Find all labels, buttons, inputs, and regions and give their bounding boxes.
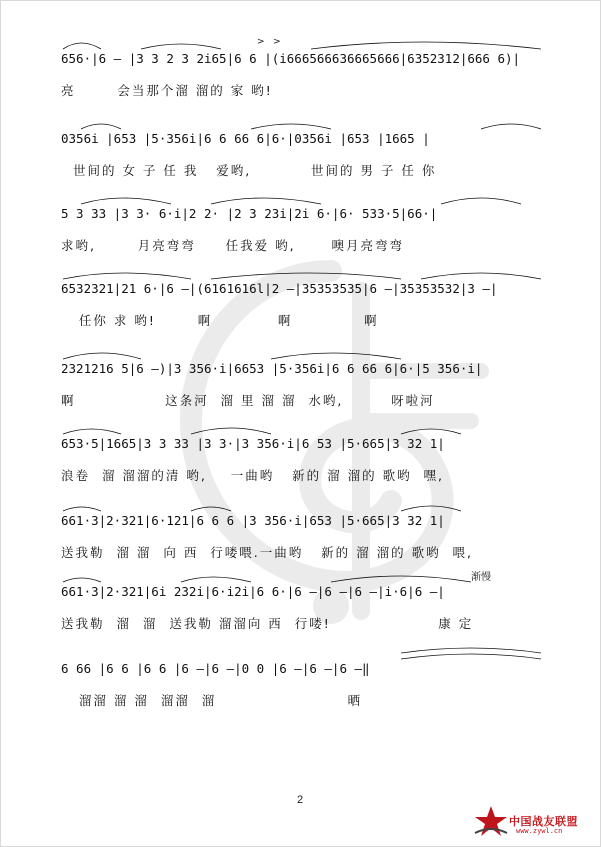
slur-marks [61, 192, 551, 206]
lyrics-line: 亮 会当那个溜 溜的 家 哟! [61, 83, 273, 98]
logo-url: www.zywl.cn [516, 827, 563, 835]
lyrics-line: 送我勒 溜 溜 向 西 行喽喂.一曲哟 新的 溜 溜的 歌哟 喂, [61, 545, 474, 560]
jianpu-notes: 656·|6 – |3 3 2 3 2i65|6 6 |(i666566636665666|6352312|666 6)| [61, 51, 521, 66]
jianpu-notes: 6532321|21 6·|6 –|(6161616l|2 –|35353535|6 –|35353532|3 –| [61, 281, 498, 296]
jianpu-notes: 661·3|2·321|6i 232i|6·i2i|6 6·|6 –|6 –|6 –|i·6|6 –| [61, 584, 445, 599]
lyrics-line: 世间的 女 子 任 我 爱哟, 世间的 男 子 任 你 [61, 163, 437, 178]
slur-marks [61, 422, 551, 436]
tempo-marking: 渐慢 [471, 572, 491, 583]
slur-marks [61, 647, 551, 661]
lyrics-line: 求哟, 月亮弯弯 任我爱 哟, 噢月亮弯弯 [61, 238, 404, 253]
slur-marks [61, 37, 551, 51]
slur-marks [61, 117, 551, 131]
slur-marks [61, 347, 551, 361]
lyrics-line: 溜溜 溜 溜 溜溜 溜 晒 [61, 693, 363, 708]
slur-marks [61, 499, 551, 513]
logo-name: 中国战友联盟 [509, 815, 578, 828]
slur-marks [61, 267, 551, 281]
jianpu-notes: 0356i |653 |5·356i|6 6 66 6|6·|0356i |653 |1665 | [61, 131, 430, 146]
jianpu-notes: 5 3 33 |3 3· 6·i|2 2· |2 3 23i|2i 6·|6· 533·5|66·| [61, 206, 438, 221]
site-logo [471, 801, 596, 841]
slur-marks [61, 570, 551, 584]
lyrics-line: 任你 求 哟! 啊 啊 啊 [61, 313, 379, 328]
jianpu-notes: 653·5|1665|3 3 33 |3 3·|3 356·i|6 53 |5·665|3 32 1| [61, 436, 445, 451]
lyrics-line: 送我勒 溜 溜 送我勒 溜溜向 西 行喽! 康 定 [61, 616, 474, 631]
page-number: 2 [297, 794, 304, 806]
lyrics-line: 啊 这条河 溜 里 溜 溜 水哟, 呀啦河 [61, 393, 435, 408]
red-star-logo-icon [473, 803, 509, 839]
jianpu-notes: 6 66 |6 6 |6 6 |6 –|6 –|0 0 |6 –|6 –|6 –‖ [61, 661, 370, 676]
lyrics-line: 浪卷 溜 溜溜的清 哟, 一曲哟 新的 溜 溜的 歌哟 嘿, [61, 468, 445, 483]
jianpu-notes: 661·3|2·321|6·121|6 6 6 |3 356·i|653 |5·665|3 32 1| [61, 513, 445, 528]
accent-mark-icon: > > [257, 37, 281, 47]
jianpu-notes: 2321216 5|6 –)|3 356·i|6653 |5·356i|6 6 66 6|6·|5 356·i| [61, 361, 483, 376]
